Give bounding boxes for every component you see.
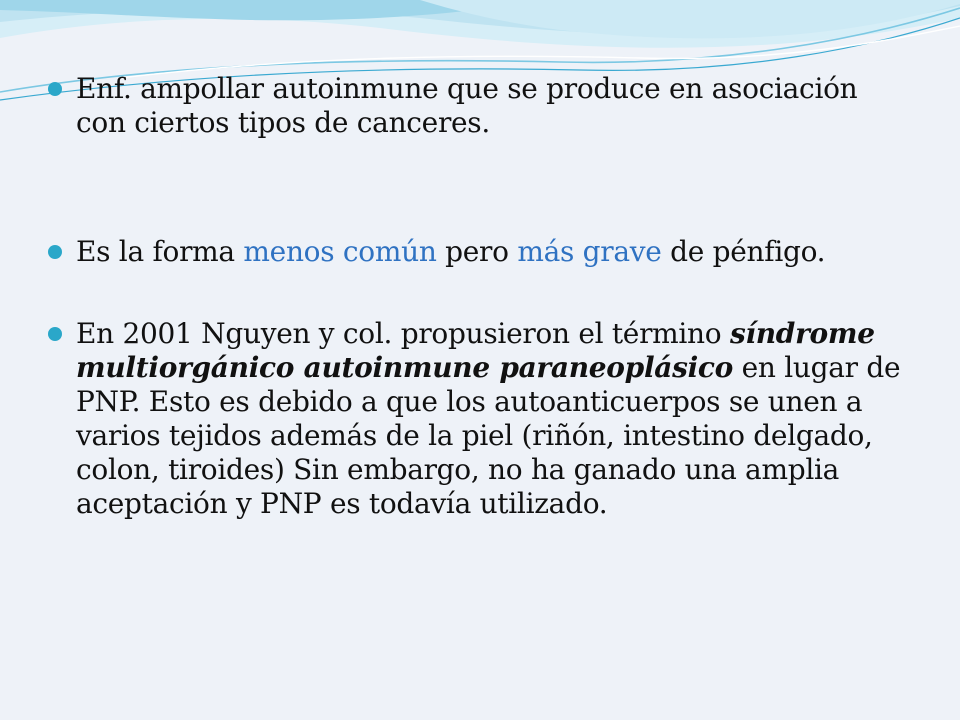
bullet-text	[76, 235, 908, 269]
text-run: En 2001 Nguyen y col. propusieron el término	[76, 317, 730, 350]
bullet-dot	[48, 82, 62, 96]
emphasis-term: síndrome multiorgánico autoinmune paraneoplásico	[76, 317, 875, 384]
highlight-more-severe: más grave	[517, 235, 662, 268]
bullet-item	[48, 235, 908, 269]
bullet-text: Enf. ampollar autoinmune que se produce en asociación con ciertos tipos de canceres.	[76, 72, 858, 139]
text-run: pero	[436, 235, 518, 268]
text-run: en lugar de PNP. Esto es debido a que los autoanticuerpos se unen a varios tejidos además de la piel (riñón, intestino delgado, colon, tiroides) Sin embargo, no ha ganado una amplia aceptación y PNP es todavía utilizado.	[76, 351, 901, 520]
bullet-item	[48, 72, 908, 140]
highlight-less-common: menos común	[243, 235, 437, 268]
slide-content	[48, 72, 908, 521]
bullet-text	[76, 317, 908, 521]
bullet-dot	[48, 327, 62, 341]
bullet-dot	[48, 245, 62, 259]
text-run: de pénfigo.	[661, 235, 826, 268]
text-run: Es la forma	[76, 235, 244, 268]
bullet-item	[48, 317, 908, 521]
